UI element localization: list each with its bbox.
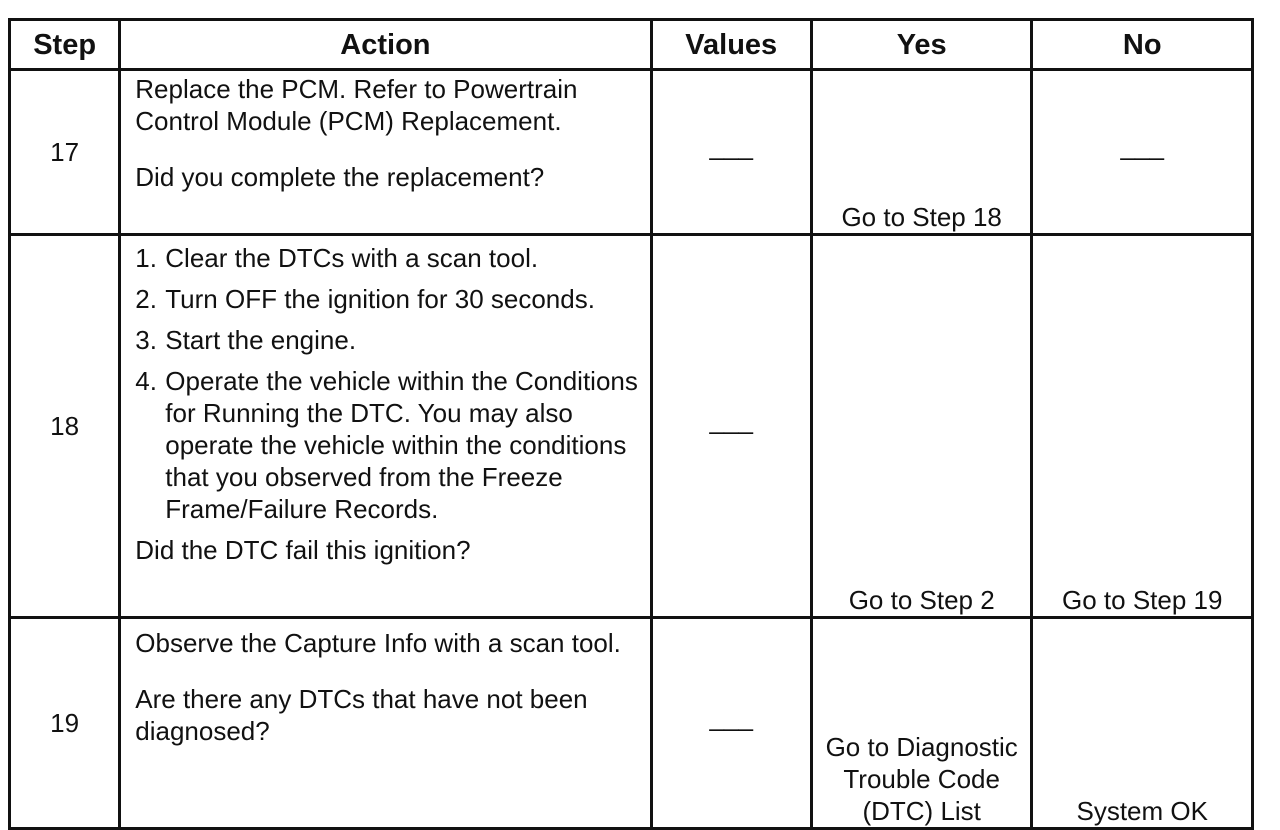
action-cell: [120, 235, 651, 618]
list-item: [135, 324, 639, 356]
table-row-step-18: [10, 235, 1253, 618]
values-cell: ___: [651, 618, 811, 829]
no-cell: Go to Step 19: [1032, 235, 1253, 618]
step-number: 17: [10, 70, 120, 235]
no-cell: System OK: [1032, 618, 1253, 829]
header-action: Action: [120, 20, 651, 70]
header-row: [10, 20, 1253, 70]
list-item-text: Operate the vehicle within the Conditions for Running the DTC. You may also operate the vehicle within the conditions that you observed from the Freeze Frame/Failure Records.: [165, 366, 638, 524]
yes-cell: Go to Step 18: [811, 70, 1032, 235]
table-row-step-19: [10, 618, 1253, 829]
action-question: Are there any DTCs that have not been diagnosed?: [135, 684, 588, 746]
header-no: No: [1032, 20, 1253, 70]
list-item-text: Turn OFF the ignition for 30 seconds.: [165, 284, 595, 314]
diagnostic-table: [8, 18, 1254, 830]
table-row-step-17: [10, 70, 1253, 235]
action-question: Did you complete the replacement?: [135, 162, 545, 192]
step-number: 19: [10, 618, 120, 829]
no-cell: ___: [1032, 70, 1253, 235]
list-item: [135, 365, 639, 525]
list-item-number: 2.: [135, 284, 157, 314]
action-cell: [120, 618, 651, 829]
action-question: Did the DTC fail this ignition?: [135, 535, 471, 565]
list-item-number: 1.: [135, 243, 157, 273]
list-item: [135, 242, 639, 274]
list-item-text: Start the engine.: [165, 325, 357, 355]
action-text: Replace the PCM. Refer to Powertrain Control Module (PCM) Replacement.: [135, 74, 578, 136]
action-text: Observe the Capture Info with a scan tool.: [135, 628, 621, 658]
list-item-number: 4.: [135, 366, 157, 396]
step-number: 18: [10, 235, 120, 618]
list-item-text: Clear the DTCs with a scan tool.: [165, 243, 539, 273]
header-step: Step: [10, 20, 120, 70]
list-item: [135, 283, 639, 315]
header-values: Values: [651, 20, 811, 70]
values-cell: ___: [651, 70, 811, 235]
yes-cell: Go to Step 2: [811, 235, 1032, 618]
yes-cell: Go to Diagnostic Trouble Code (DTC) List: [811, 618, 1032, 829]
values-cell: ___: [651, 235, 811, 618]
list-item-number: 3.: [135, 325, 157, 355]
header-yes: Yes: [811, 20, 1032, 70]
action-cell: [120, 70, 651, 235]
action-steps-list: [135, 242, 639, 525]
